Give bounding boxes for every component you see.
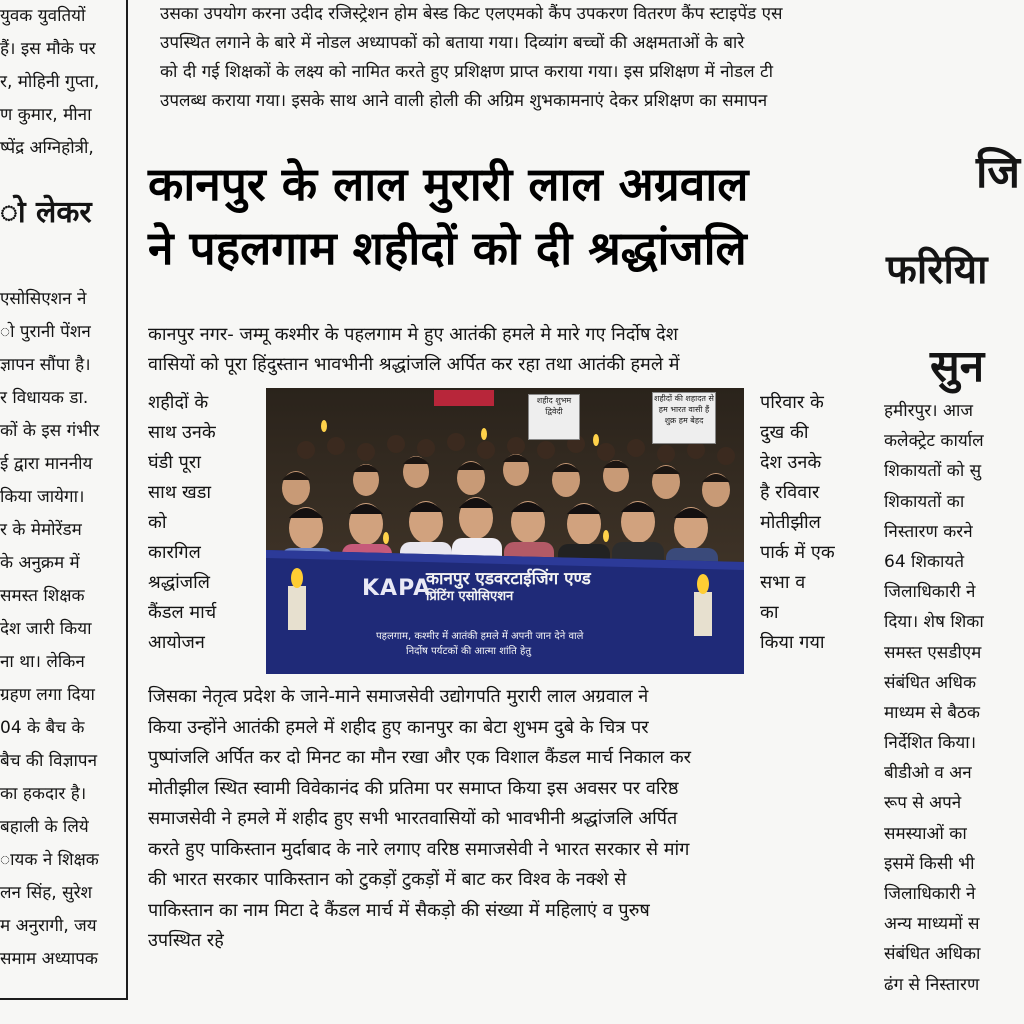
text-line: हमीरपुर। आज: [884, 401, 973, 421]
text-line: एसोसिएशन ने: [0, 289, 87, 309]
text-line: पुष्पांजलि अर्पित कर दो मिनट का मौन रखा और एक विशाल कैंडल मार्च निकाल कर: [148, 747, 692, 768]
text-line: हैं। इस मौके पर: [0, 39, 96, 59]
text-line: ष्पेंद्र अग्निहोत्री,: [0, 138, 94, 158]
placard-right: [652, 392, 716, 444]
text-line: 04 के बैच के: [0, 718, 85, 738]
text-line: दिया। शेष शिका: [884, 612, 984, 633]
text-line: परिवार के: [760, 392, 824, 413]
text-line: की भारत सरकार पाकिस्तान को टुकड़ों टुकड़ों में बाट कर विश्व के नक्शे से: [148, 869, 627, 890]
text-line: साथ उनके: [148, 422, 216, 443]
text-line: ग्रहण लगा दिया: [0, 685, 95, 705]
banner-subtitle: प्रिंटिंग एसोसिएशन: [426, 589, 514, 604]
left-column-subheading: ो लेकर: [0, 195, 92, 230]
text-line: उपस्थित रहे: [148, 930, 224, 951]
text-line: का: [760, 602, 779, 623]
text-line: पाकिस्तान का नाम मिटा दे कैंडल मार्च में सैकड़ो की संख्या में महिलाएं व पुरुष: [148, 899, 650, 921]
text-line: ना था। लेकिन: [0, 652, 85, 672]
right-headline-2: फरियाि: [886, 247, 988, 293]
text-line: उपस्थित लगाने के बारे में नोडल अध्यापकों को बताया गया। दिव्यांग बच्चों की अक्षमताओं के बारे: [160, 33, 745, 53]
text-line: समस्याओं का: [884, 823, 967, 844]
text-line: र विधायक डा.: [0, 388, 89, 408]
text-line: रूप से अपने: [884, 793, 962, 814]
article-intro: [148, 320, 864, 380]
text-line: देश जारी किया: [0, 619, 92, 639]
text-line: मोतीझील स्थित स्वामी विवेकानंद की प्रतिमा पर समाप्त किया इस अवसर पर वरिष्ठ: [148, 777, 679, 799]
text-line: ज्ञापन सौंपा है।: [0, 355, 91, 375]
text-line: घंडी पूरा: [148, 452, 201, 473]
text-line: ढंग से निस्तारण: [884, 974, 980, 995]
text-line: बहाली के लिये: [0, 817, 89, 837]
text-line: सभा व: [760, 572, 806, 593]
text-line: वासियों को पूरा हिंदुस्तान भावभीनी श्रद्धांजलि अर्पित कर रहा तथा आतंकी हमले में: [148, 354, 680, 375]
text-line: शहीदों के: [148, 392, 209, 413]
text-line: कों के इस गंभीर: [0, 421, 100, 441]
right-column-body: [884, 396, 984, 1000]
text-line: करते हुए पाकिस्तान मुर्दाबाद के नारे लगाए वरिष्ठ समाजसेवी ने भारत सरकार से मांग: [148, 838, 690, 860]
text-line: ो पुरानी पेंशन: [0, 322, 91, 342]
article-wrap-right: [760, 388, 864, 658]
text-line: लन सिंह, सुरेश: [0, 883, 93, 903]
text-line: का हकदार है।: [0, 784, 87, 804]
text-line: समस्त शिक्षक: [0, 586, 85, 606]
text-line: समाजसेवी ने हमले में शहीद हुए सभी भारतवासियों को भावभीनी श्रद्धांजलि अर्पित: [148, 808, 678, 829]
text-line: ण कुमार, मीना: [0, 105, 92, 125]
placard-right-text: शहीदों की शहादत से हम भारत वासी हैं शुक्र हम बेहद: [654, 394, 714, 425]
text-line: 64 शिकायते: [884, 551, 965, 572]
text-line: को: [148, 512, 167, 533]
text-line: निर्देशित किया।: [884, 733, 977, 754]
text-line: बीडीओ व अन: [884, 763, 972, 784]
text-line: पार्क में एक: [760, 542, 835, 563]
text-line: कानपुर नगर- जम्मू कश्मीर के पहलगाम मे हुए आतंकी हमले मे मारे गए निर्दोष देश: [148, 324, 678, 345]
text-line: कलेक्ट्रेट कार्याल: [884, 431, 984, 452]
text-line: देश उनके: [760, 452, 822, 473]
text-line: र, मोहिनी गुप्ता,: [0, 72, 100, 92]
text-line: म अनुरागी, जय: [0, 916, 97, 936]
text-line: संबंधित अधिका: [884, 944, 981, 965]
text-line: युवक युवतियों: [0, 6, 86, 26]
text-line: र के मेमोरेंडम: [0, 520, 82, 540]
text-line: ायक ने शिक्षक: [0, 850, 99, 870]
text-line: किया गया: [760, 632, 825, 653]
right-headline-3: सुन: [930, 341, 985, 392]
text-line: जिलाधिकारी ने: [884, 884, 976, 904]
text-line: किया जायेगा।: [0, 487, 85, 507]
text-line: बैच की विज्ञापन: [0, 751, 98, 771]
article-headline: [148, 152, 878, 280]
headline-line-2: ने पहलगाम शहीदों को दी श्रद्धांजलि: [148, 221, 747, 275]
text-line: निस्तारण करने: [884, 521, 973, 542]
article-body: [148, 682, 864, 957]
text-line: जिलाधिकारी ने: [884, 582, 976, 603]
text-line: शिकायतों को सु: [884, 461, 982, 482]
placard-left: [528, 394, 580, 440]
text-line: उपलब्ध कराया गया। इसके साथ आने वाली होली की अग्रिम शुभकामनाएं देकर प्रशिक्षण का समापन: [160, 91, 768, 111]
candle-march-photo: [266, 388, 744, 674]
text-line: के अनुक्रम में: [0, 553, 80, 573]
banner-message-line-1: पहलगाम, कश्मीर में आतंकी हमले में अपनी जान देने वाले: [376, 631, 584, 642]
text-line: है रविवार: [760, 482, 820, 503]
kapa-logo: KAPA: [362, 576, 432, 601]
text-line: कारगिल: [148, 542, 201, 563]
text-line: साथ खडा: [148, 482, 212, 503]
text-line: माध्यम से बैठक: [884, 702, 980, 723]
text-line: उसका उपयोग करना उदीद रजिस्ट्रेशन होम बेस्ड किट एलएमको कैंप उपकरण वितरण कैंप स्टाइपेंड एस: [160, 4, 783, 24]
article-wrap-left: [148, 388, 256, 658]
text-line: समाम अध्यापक: [0, 949, 98, 969]
text-line: अन्य माध्यमों स: [884, 914, 980, 935]
text-line: शिकायतों का: [884, 491, 965, 512]
left-column-body: [0, 283, 99, 976]
text-line: कैंडल मार्च: [148, 602, 217, 623]
text-line: किया उन्होंने आतंकी हमले में शहीद हुए कानपुर का बेटा शुभम दुबे के चित्र पर: [148, 716, 649, 738]
text-line: को दी गई शिक्षकों के लक्ष्य को नामित करते हुए प्रशिक्षण प्राप्त कराया गया। इस प्रशिक्षण में नोडल टी: [160, 62, 773, 82]
banner-title: कानपुर एडवरटाईजिंग एण्ड: [426, 569, 591, 589]
previous-article-text: [160, 0, 1024, 115]
banner-message-line-2: निर्दोष पर्यटकों की आत्मा शांति हेतु: [406, 646, 532, 657]
left-column: [0, 0, 124, 1000]
placard-left-text: शहीद शुभम द्विवेदी: [536, 396, 572, 416]
text-line: समस्त एसडीएम: [884, 642, 982, 663]
text-line: संबंधित अधिक: [884, 672, 977, 693]
text-line: इसमें किसी भी: [884, 853, 975, 874]
right-headline-1: जि: [976, 147, 1021, 198]
text-line: जिसका नेतृत्व प्रदेश के जाने-माने समाजसेवी उद्योगपति मुरारी लाल अग्रवाल ने: [148, 686, 649, 707]
text-line: श्रद्धांजलि: [148, 572, 211, 593]
text-line: आयोजन: [148, 632, 205, 653]
text-line: ई द्वारा माननीय: [0, 454, 93, 474]
column-rule-left: [126, 0, 128, 1000]
right-column: [880, 140, 1024, 1020]
left-column-top-text: [0, 0, 99, 165]
headline-line-1: कानपुर के लाल मुरारी लाल अग्रवाल: [148, 157, 749, 211]
text-line: मोतीझील: [760, 512, 821, 533]
text-line: दुख की: [760, 422, 809, 443]
